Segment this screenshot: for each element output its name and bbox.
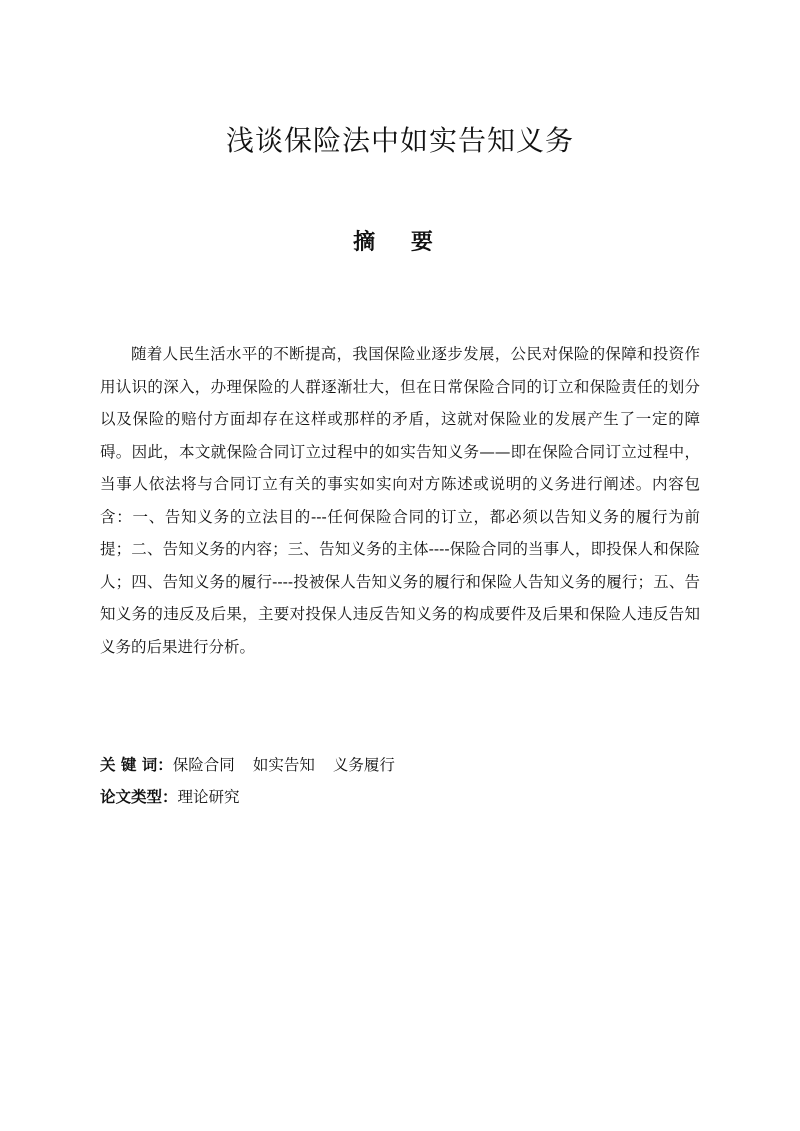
keywords-line	[100, 752, 700, 778]
abstract-body: 随着人民生活水平的不断提高，我国保险业逐步发展，公民对保险的保障和投资作用认识的深入，办理保险的人群逐渐壮大，但在日常保险合同的订立和保险责任的划分以及保险的赔付方面却存在这样或那样的矛盾，这就对保险业的发展产生了一定的障碍。因此，本文就保险合同订立过程中的如实告知义务——即在保险合同订立过程中，当事人依法将与合同订立有关的事实如实向对方陈述或说明的义务进行阐述。内容包含：一、告知义务的立法目的---任何保险合同的订立，都必须以告知义务的履行为前提；二、告知义务的内容；三、告知义务的主体----保险合同的当事人，即投保人和保险人；四、告知义务的履行----投被保人告知义务的履行和保险人告知义务的履行；五、告知义务的违反及后果，主要对投保人违反告知义务的构成要件及后果和保险人违反告知义务的后果进行分析。	[100, 345, 700, 656]
keyword-item: 义务履行	[332, 756, 395, 774]
paper-type-line	[100, 784, 700, 810]
keyword-item: 如实告知	[252, 756, 315, 774]
page-title: 浅谈保险法中如实告知义务	[225, 124, 574, 157]
abstract-heading: 摘 要	[353, 230, 447, 255]
paper-type-label: 论文类型：	[100, 788, 178, 806]
keywords-label: 关 键 词：	[100, 756, 173, 774]
paper-type-value: 理论研究	[177, 788, 240, 806]
keyword-item: 保险合同	[172, 756, 235, 774]
